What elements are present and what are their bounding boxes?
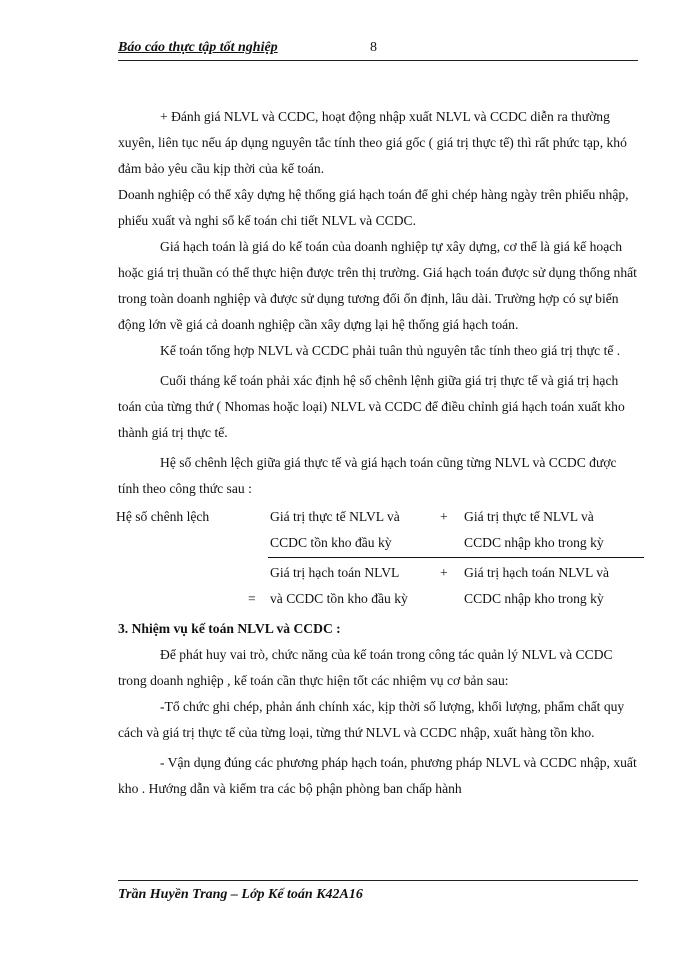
paragraph: Giá hạch toán là giá do kế toán của doanh nghiệp tự xây dựng, cơ thể là giá kế hoạch hoặc giá trị thuần có thể thực hiện được trên thị trường. Giá hạch toán được sử dụng thống nhất trong toàn doanh nghiệp và được sử dụng tương đối ổn định, lâu dài. Trường hợp có sự biến động lớn về giá cả doanh nghiệp cần xây dựng lại hệ thống giá hạch toán. [118, 239, 637, 332]
footer-text: Trần Huyền Trang – Lớp Kế toán K42A16 [118, 887, 363, 902]
paragraph: Hệ số chênh lệch giữa giá thực tế và giá hạch toán cũng từng NLVL và CCDC được tính theo công thức sau : [118, 455, 617, 496]
header-title: Báo cáo thực tập tốt nghiệp [118, 40, 278, 55]
paragraph: + Đánh giá NLVL và CCDC, hoạt động nhập xuất NLVL và CCDC diễn ra thường xuyên, liên tục nếu áp dụng nguyên tắc tính theo giá gốc ( giá trị thực tế) thì rất phức tạp, khó đảm bảo yêu cầu kịp thời của kế toán. [118, 109, 627, 176]
paragraph: - Vận dụng đúng các phương pháp hạch toán, phương pháp NLVL và CCDC nhập, xuất kho . Hướng dẫn và kiểm tra các bộ phận phòng ban chấp hành [118, 755, 637, 796]
page-header [118, 40, 638, 61]
formula-equals: = [248, 591, 256, 606]
paragraph: Để phát huy vai trò, chức năng của kế toán trong công tác quản lý NLVL và CCDC trong doanh nghiệp , kế toán cần thực hiện tốt các nhiệm vụ cơ bản sau: [118, 647, 613, 688]
paragraph: -Tổ chức ghi chép, phản ánh chính xác, kịp thời số lượng, khối lượng, phẩm chất quy cách và giá trị thực tế của từng loại, từng thứ NLVL và CCDC nhập, xuất hàng tồn kho. [118, 699, 625, 740]
formula [118, 504, 638, 616]
formula-numerator-right-2: CCDC nhập kho trong kỳ [464, 535, 604, 550]
formula-denominator-right: Giá trị hạch toán NLVL và [464, 565, 610, 580]
formula-denominator-left: Giá trị hạch toán NLVL [270, 565, 400, 580]
formula-denominator-left-2: và CCDC tồn kho đầu kỳ [270, 591, 408, 606]
section-heading: 3. Nhiệm vụ kế toán NLVL và CCDC : [118, 621, 341, 636]
formula-numerator-left: Giá trị thực tế NLVL và [270, 509, 400, 524]
page-number: 8 [370, 40, 377, 55]
formula-plus: + [440, 509, 448, 524]
formula-label: Hệ số chênh lệch [116, 509, 210, 524]
paragraph: Cuối tháng kế toán phải xác định hệ số chênh lệnh giữa giá trị thực tế và giá trị hạch toán của từng thứ ( Nhomas hoặc loại) NLVL và CCDC để điều chỉnh giá hạch toán xuất kho thành giá trị thực tế. [118, 373, 625, 440]
paragraph: Doanh nghiệp có thể xây dựng hệ thống giá hạch toán để ghi chép hàng ngày trên phiếu nhập, phiếu xuất và nghi sổ kế toán chi tiết NLVL và CCDC. [118, 187, 629, 228]
document-body [118, 104, 638, 802]
paragraph: Kế toán tổng hợp NLVL và CCDC phải tuân thủ nguyên tắc tính theo giá trị thực tế . [160, 343, 621, 358]
formula-numerator-left-2: CCDC tồn kho đầu kỳ [270, 535, 392, 550]
page-footer [118, 880, 638, 902]
formula-numerator-right: Giá trị thực tế NLVL và [464, 509, 594, 524]
formula-denominator-right-2: CCDC nhập kho trong kỳ [464, 591, 604, 606]
formula-plus-2: + [440, 565, 448, 580]
fraction-line [268, 557, 644, 558]
